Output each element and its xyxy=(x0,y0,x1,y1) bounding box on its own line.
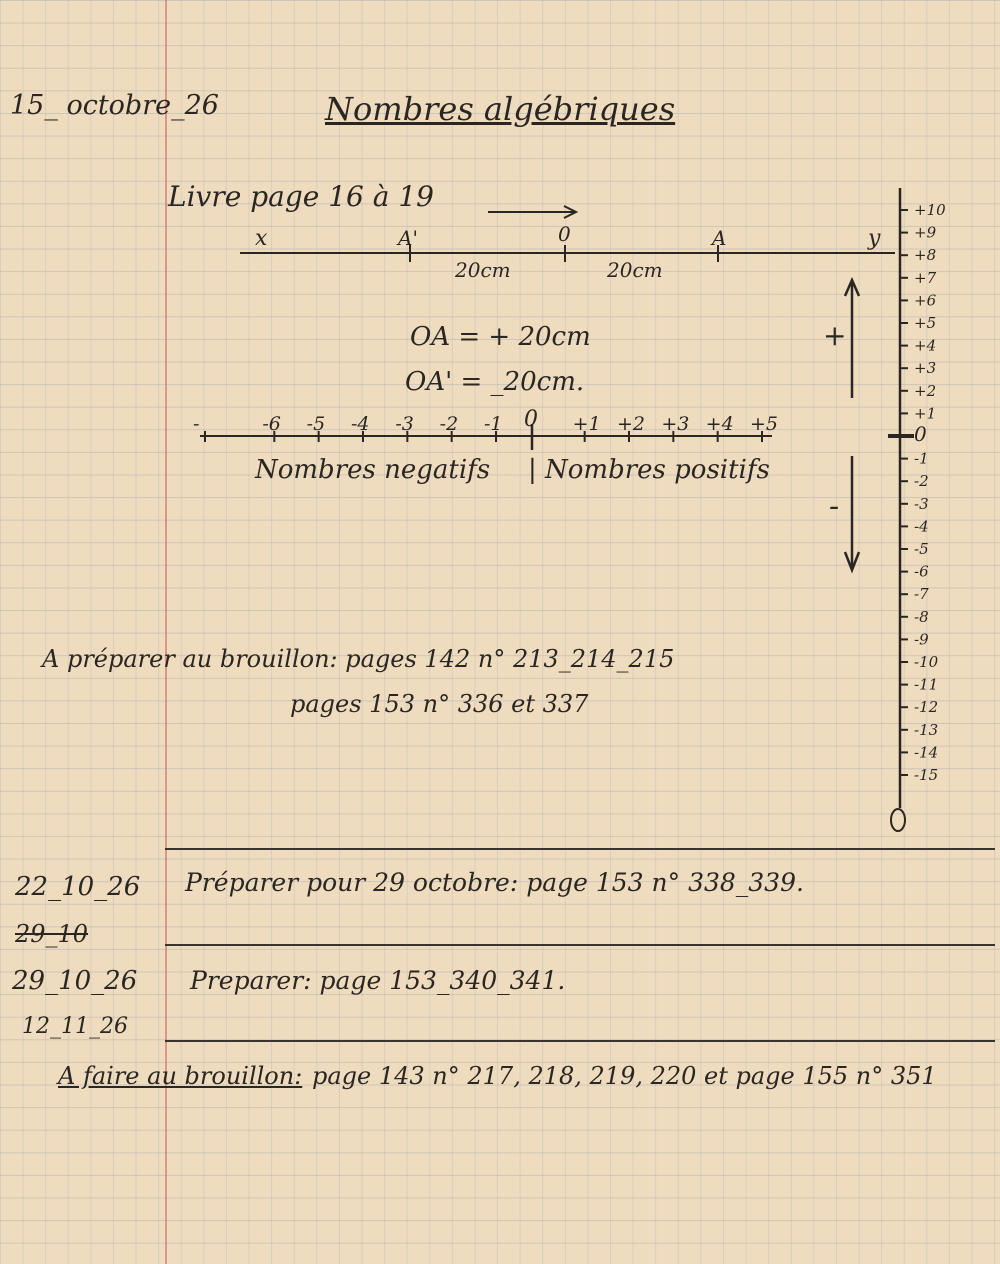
label-x: x xyxy=(255,226,268,251)
number-line-tick-label: -4 xyxy=(351,413,370,435)
label-negative-numbers: Nombres negatifs xyxy=(255,455,491,485)
down-arrow xyxy=(845,456,859,570)
label-a-prime: A' xyxy=(398,226,418,250)
vertical-axis-tick-label: -4 xyxy=(914,517,929,536)
vertical-axis-tick-label: +7 xyxy=(914,268,937,287)
label-positive-numbers: | Nombres positifs xyxy=(528,455,770,485)
page-title: Nombres algébriques xyxy=(325,90,676,128)
up-arrow xyxy=(845,280,859,398)
vertical-axis-tick-label: -2 xyxy=(914,472,929,491)
vertical-axis-tick-label: +9 xyxy=(914,223,937,242)
direction-arrow xyxy=(488,206,576,218)
vertical-axis-tick-label: +6 xyxy=(914,291,937,310)
vertical-axis-tick-label: -15 xyxy=(914,766,939,784)
vertical-axis-tick-label: -14 xyxy=(914,743,939,762)
plus-sign: + xyxy=(823,319,847,352)
vertical-axis-tick-label: -7 xyxy=(914,585,929,604)
vertical-axis-tick-label: -10 xyxy=(914,653,939,671)
entry-date-2: 29_10 xyxy=(15,920,89,948)
segment-right-length: 20cm xyxy=(607,258,663,282)
number-line-tick-label: -3 xyxy=(395,413,414,435)
vertical-axis-tick-label: +5 xyxy=(914,314,937,332)
label-origin: 0 xyxy=(558,222,571,246)
prep-line-1: A préparer au brouillon: pages 142 n° 213_214_215 xyxy=(42,645,675,673)
segment-left-length: 20cm xyxy=(455,258,511,282)
vertical-axis-tick-label: +1 xyxy=(914,404,937,423)
book-reference: Livre page 16 à 19 xyxy=(168,180,434,213)
vertical-axis-tick-label: -1 xyxy=(914,449,929,468)
number-line-tick-label: 0 xyxy=(524,407,538,432)
vertical-axis-tick-label: -13 xyxy=(914,720,939,739)
final-text: page 143 n° 217, 218, 219, 220 et page 155 n° 351 xyxy=(312,1062,937,1090)
vertical-axis-tick-label: +8 xyxy=(914,246,937,265)
number-line-tick-label: -2 xyxy=(439,413,459,435)
number-line-tick-label: +4 xyxy=(705,413,734,435)
separator-2 xyxy=(165,944,995,946)
vertical-axis-tick-label: -5 xyxy=(914,540,929,558)
vertical-axis-tick-label: 0 xyxy=(914,422,927,446)
entry-date-3: 29_10_26 xyxy=(12,966,138,996)
header-date: 15_ octobre_26 xyxy=(10,90,219,121)
entry-text-3: Preparer: page 153_340_341. xyxy=(190,966,566,995)
final-label: A faire au brouillon: xyxy=(58,1062,303,1090)
vertical-axis-tick-label: -8 xyxy=(914,607,929,626)
number-line-tick-label: +5 xyxy=(750,413,779,435)
axis-xy xyxy=(0,195,920,295)
vertical-axis-tick-label: +10 xyxy=(914,201,946,219)
separator-3 xyxy=(165,1040,995,1042)
label-a: A xyxy=(712,226,727,250)
vertical-axis xyxy=(880,180,995,840)
vertical-axis-tick-label: -6 xyxy=(914,562,929,581)
vertical-axis-tick-label: -12 xyxy=(914,698,939,717)
vertical-axis-end-loop xyxy=(891,809,905,831)
number-line-tick-label: +1 xyxy=(572,413,601,435)
vertical-axis-tick-label: -3 xyxy=(914,494,929,513)
minus-sign: - xyxy=(829,489,840,524)
direction-arrows xyxy=(815,270,875,580)
label-y: y xyxy=(868,226,881,251)
number-line xyxy=(0,400,800,460)
equation-oa-prime: OA' = _20cm. xyxy=(405,367,585,397)
number-line-tick-label: - xyxy=(193,413,200,435)
vertical-axis-tick-label: +2 xyxy=(914,381,937,400)
vertical-axis-tick-label: -9 xyxy=(914,630,929,649)
number-line-tick-label: -5 xyxy=(306,413,326,435)
vertical-axis-tick-label: -11 xyxy=(914,675,939,694)
entry-date-4: 12_11_26 xyxy=(22,1014,128,1039)
equation-oa: OA = + 20cm xyxy=(410,322,591,352)
vertical-axis-tick-label: +3 xyxy=(914,359,937,378)
number-line-tick-label: +2 xyxy=(617,413,646,435)
prep-line-2: pages 153 n° 336 et 337 xyxy=(290,690,589,718)
separator-1 xyxy=(165,848,995,850)
number-line-tick-label: -6 xyxy=(262,413,281,435)
number-line-tick-label: +3 xyxy=(661,413,690,435)
number-line-tick-label: -1 xyxy=(484,413,503,435)
entry-text-1: Préparer pour 29 octobre: page 153 n° 338_339. xyxy=(185,868,804,897)
entry-date-1: 22_10_26 xyxy=(15,872,141,902)
vertical-axis-tick-label: +4 xyxy=(914,336,937,355)
